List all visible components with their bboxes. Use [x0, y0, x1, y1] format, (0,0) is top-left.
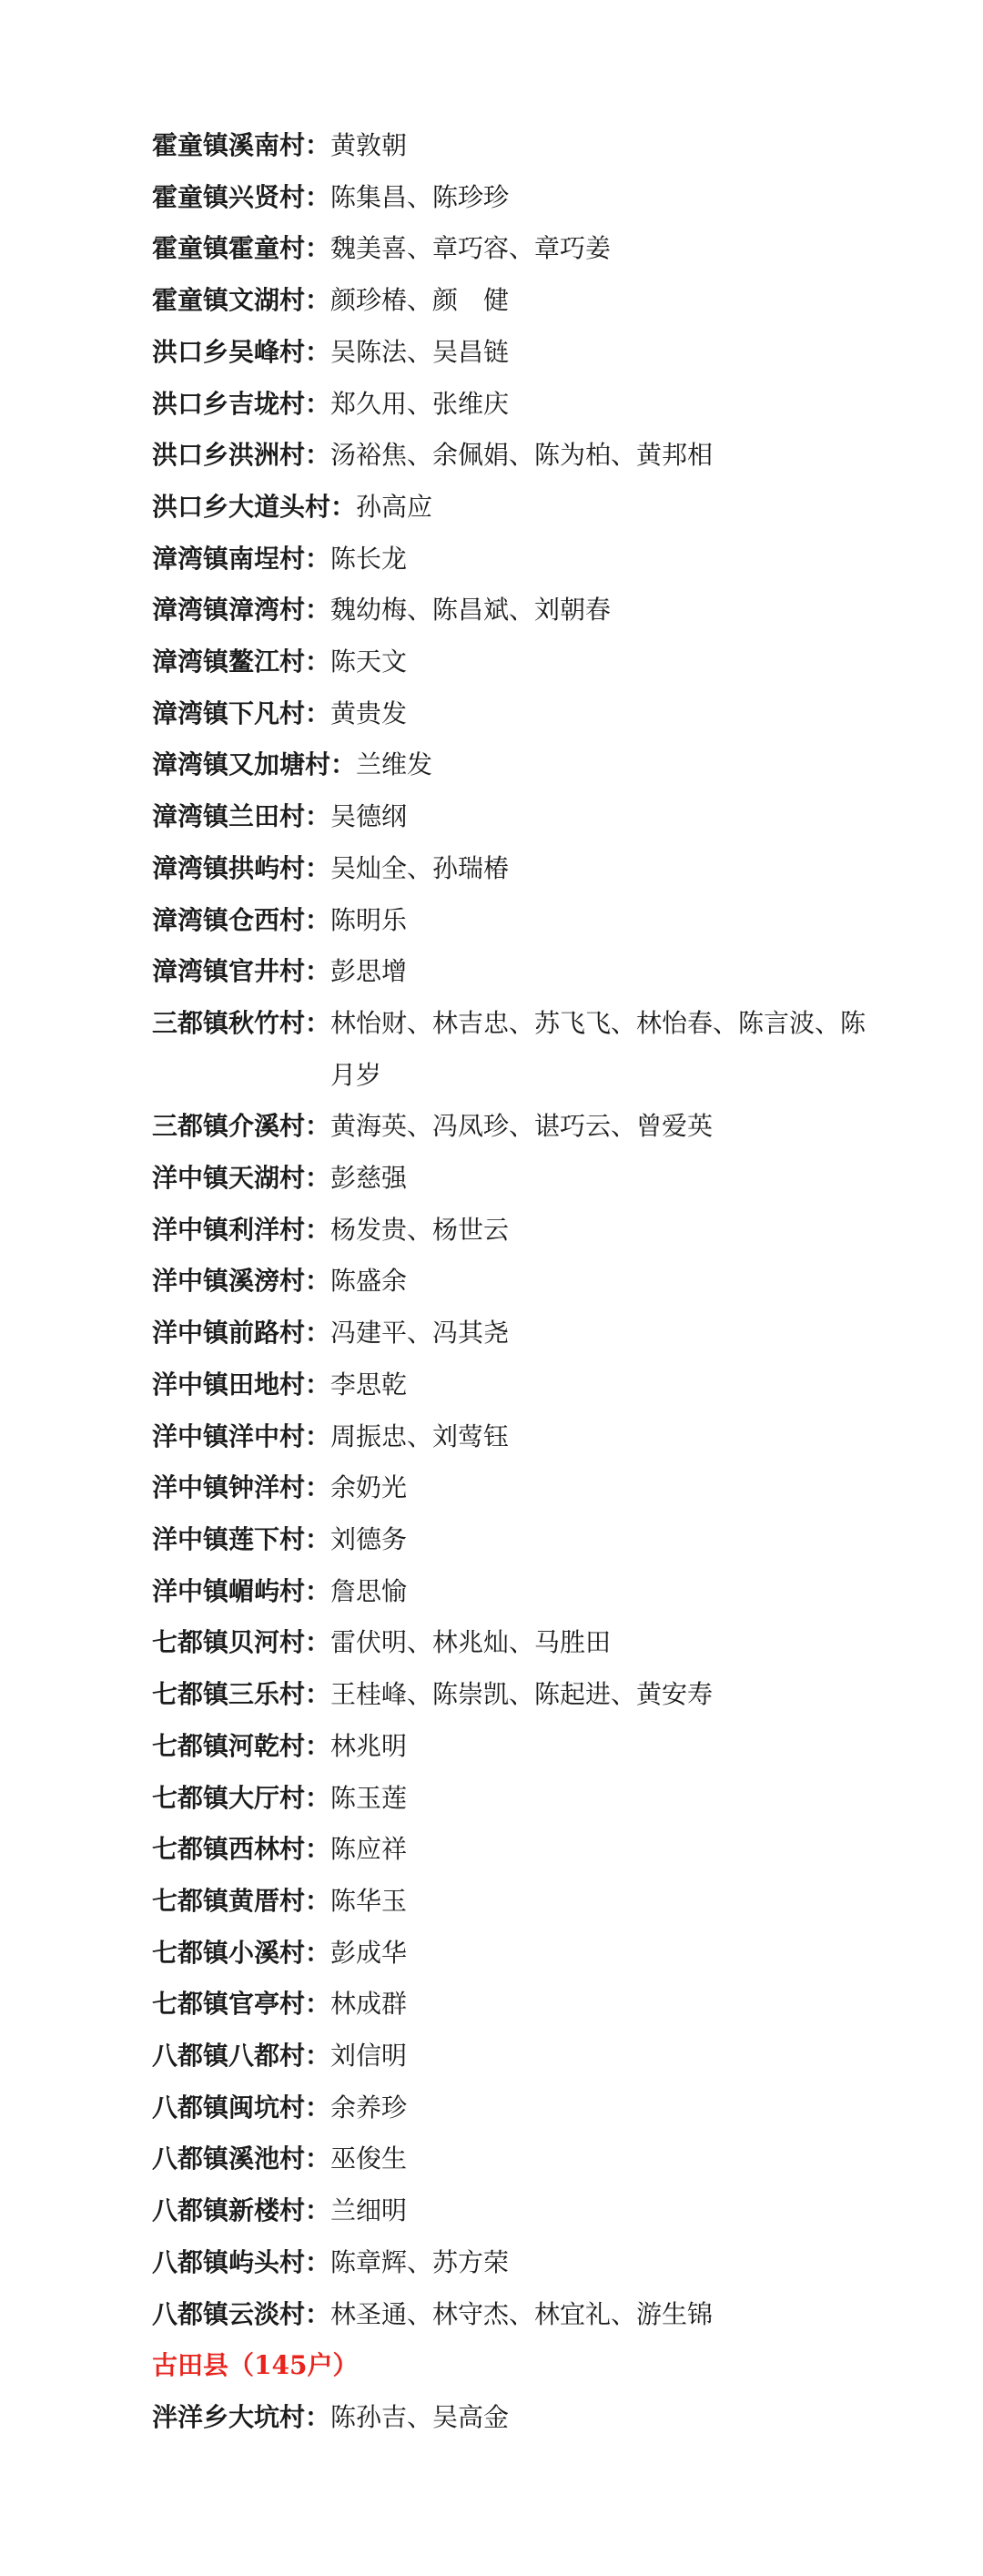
household-names: 彭成华 [330, 1937, 408, 1968]
household-names: 兰细明 [330, 2195, 408, 2226]
household-names: 陈章辉、苏方荣 [330, 2246, 510, 2277]
household-names: 林怡财、林吉忠、苏飞飞、林怡春、陈言波、陈月岁 [330, 1007, 866, 1090]
village-label: 霍童镇文湖村： [152, 285, 331, 316]
village-label: 漳湾镇又加塘村： [152, 749, 357, 780]
village-entry [0, 1876, 983, 1928]
village-entry [0, 1256, 983, 1308]
village-label: 七都镇大厅村： [152, 1782, 331, 1813]
village-entry [0, 2237, 983, 2289]
village-entry [0, 2185, 983, 2237]
village-label: 八都镇屿头村： [152, 2246, 331, 2277]
village-label: 洋中镇嵋屿村： [152, 1575, 331, 1606]
village-label: 洋中镇洋中村： [152, 1420, 331, 1451]
household-names: 刘德务 [330, 1523, 408, 1554]
household-names: 陈天文 [330, 647, 408, 677]
village-label: 霍童镇兴贤村： [152, 181, 331, 212]
village-label: 七都镇小溪村： [152, 1937, 331, 1968]
village-entry [0, 636, 983, 688]
village-entry [0, 1153, 983, 1205]
village-entry [0, 791, 983, 843]
village-label: 泮洋乡大坑村： [152, 2401, 331, 2432]
household-names: 黄海英、冯凤珍、谌巧云、曾爱英 [330, 1111, 714, 1142]
village-entry [0, 2289, 983, 2341]
household-names: 陈华玉 [330, 1885, 408, 1916]
village-entry [0, 1773, 983, 1825]
village-entry [0, 688, 983, 740]
village-label: 八都镇溪池村： [152, 2143, 331, 2174]
village-label: 洋中镇田地村： [152, 1369, 331, 1400]
village-label: 七都镇三乐村： [152, 1679, 331, 1710]
village-entry [0, 379, 983, 431]
village-label: 洋中镇莲下村： [152, 1523, 331, 1554]
village-entry [0, 120, 983, 172]
household-names: 吴灿全、孙瑞椿 [330, 852, 510, 883]
village-label: 八都镇云淡村： [152, 2298, 331, 2329]
village-entry [0, 2133, 983, 2185]
household-names: 吴陈法、吴昌链 [330, 336, 510, 367]
household-names: 杨发贵、杨世云 [330, 1214, 510, 1245]
village-label: 七都镇河乾村： [152, 1730, 331, 1761]
household-names: 颜珍椿、颜 健 [330, 285, 510, 316]
village-entry [0, 275, 983, 327]
village-entry [0, 1824, 983, 1876]
village-label: 漳湾镇南埕村： [152, 543, 331, 574]
village-entry [0, 2082, 983, 2134]
household-names: 彭思增 [330, 956, 408, 987]
village-label: 洋中镇溪滂村： [152, 1266, 331, 1297]
household-names: 魏幼梅、陈昌斌、刘朝春 [330, 595, 612, 626]
village-label: 洪口乡吴峰村： [152, 336, 331, 367]
household-names: 郑久用、张维庆 [330, 388, 510, 419]
village-label: 霍童镇溪南村： [152, 130, 331, 160]
village-entry [0, 2392, 983, 2444]
village-label: 漳湾镇官井村： [152, 956, 331, 987]
village-entry [0, 172, 983, 224]
village-entry [0, 430, 983, 482]
household-names: 詹思愉 [330, 1575, 408, 1606]
document-body [0, 120, 983, 2444]
household-names: 陈长龙 [330, 543, 408, 574]
village-label: 七都镇官亭村： [152, 1989, 331, 2020]
household-names: 林兆明 [330, 1730, 408, 1761]
village-entry [0, 482, 983, 534]
household-names: 刘信明 [330, 2041, 408, 2072]
household-names: 彭慈强 [330, 1163, 408, 1194]
village-entry [0, 1928, 983, 1980]
village-entry [0, 327, 983, 379]
household-names: 陈玉莲 [330, 1782, 408, 1813]
village-label: 漳湾镇漳湾村： [152, 595, 331, 626]
village-label: 七都镇贝河村： [152, 1627, 331, 1658]
household-names: 孙高应 [356, 491, 433, 522]
village-entry [0, 223, 983, 275]
section-heading-gutian: 古田县（145户） [152, 2350, 359, 2381]
household-names: 陈盛余 [330, 1266, 408, 1297]
village-entry [0, 1308, 983, 1359]
household-names: 林圣通、林守杰、林宜礼、游生锦 [330, 2298, 714, 2329]
village-list-gutian [0, 2392, 983, 2444]
village-label: 三都镇介溪村： [152, 1111, 331, 1142]
village-label: 洋中镇前路村： [152, 1318, 331, 1349]
village-entry [0, 1979, 983, 2031]
household-names: 陈明乐 [330, 904, 408, 935]
village-label: 漳湾镇仓西村： [152, 904, 331, 935]
village-entry [0, 2031, 983, 2082]
village-label: 八都镇八都村： [152, 2041, 331, 2072]
household-names: 黄敦朝 [330, 130, 408, 160]
village-label: 八都镇闽坑村： [152, 2092, 331, 2123]
village-label: 霍童镇霍童村： [152, 233, 331, 264]
village-label: 漳湾镇拱屿村： [152, 852, 331, 883]
village-entry [0, 1566, 983, 1618]
household-names: 林成群 [330, 1989, 408, 2020]
household-names: 汤裕焦、余佩娟、陈为柏、黄邦相 [330, 440, 714, 471]
village-entry [0, 895, 983, 947]
village-entry [0, 1205, 983, 1257]
village-label: 七都镇西林村： [152, 1834, 331, 1865]
village-label: 七都镇黄厝村： [152, 1885, 331, 1916]
village-label: 漳湾镇兰田村： [152, 801, 331, 832]
village-label: 漳湾镇鳌江村： [152, 647, 331, 677]
village-entry [0, 1359, 983, 1411]
village-entry [0, 739, 983, 791]
village-entry [0, 1411, 983, 1463]
household-names: 陈应祥 [330, 1834, 408, 1865]
household-names: 吴德纲 [330, 801, 408, 832]
household-names: 魏美喜、章巧容、章巧姜 [330, 233, 612, 264]
village-entry [0, 1721, 983, 1773]
village-entry [0, 1462, 983, 1514]
village-label: 洋中镇天湖村： [152, 1163, 331, 1194]
household-names: 余奶光 [330, 1472, 408, 1503]
village-entry [0, 946, 983, 998]
village-entry [0, 843, 983, 895]
village-label: 洪口乡洪洲村： [152, 440, 331, 471]
household-names: 陈孙吉、吴高金 [330, 2401, 510, 2432]
village-entry [0, 1669, 983, 1721]
village-label: 洪口乡大道头村： [152, 491, 357, 522]
household-names: 陈集昌、陈珍珍 [330, 181, 510, 212]
village-entry [0, 998, 983, 1101]
household-names: 余养珍 [330, 2092, 408, 2123]
village-entry [0, 585, 983, 636]
village-label: 八都镇新楼村： [152, 2195, 331, 2226]
village-label: 洪口乡吉垅村： [152, 388, 331, 419]
household-names: 巫俊生 [330, 2143, 408, 2174]
village-entry [0, 534, 983, 585]
household-names: 李思乾 [330, 1369, 408, 1400]
village-entry [0, 1101, 983, 1153]
village-label: 三都镇秋竹村： [152, 1007, 331, 1038]
household-names: 兰维发 [356, 749, 433, 780]
household-names: 雷伏明、林兆灿、马胜田 [330, 1627, 612, 1658]
village-label: 漳湾镇下凡村： [152, 697, 331, 728]
village-list [0, 120, 983, 2340]
household-names: 周振忠、刘莺钰 [330, 1420, 510, 1451]
village-entry [0, 1514, 983, 1566]
village-label: 洋中镇钟洋村： [152, 1472, 331, 1503]
household-names: 黄贵发 [330, 697, 408, 728]
village-label: 洋中镇利洋村： [152, 1214, 331, 1245]
household-names: 冯建平、冯其尧 [330, 1318, 510, 1349]
village-entry [0, 1617, 983, 1669]
household-names: 王桂峰、陈崇凯、陈起进、黄安寿 [330, 1679, 714, 1710]
